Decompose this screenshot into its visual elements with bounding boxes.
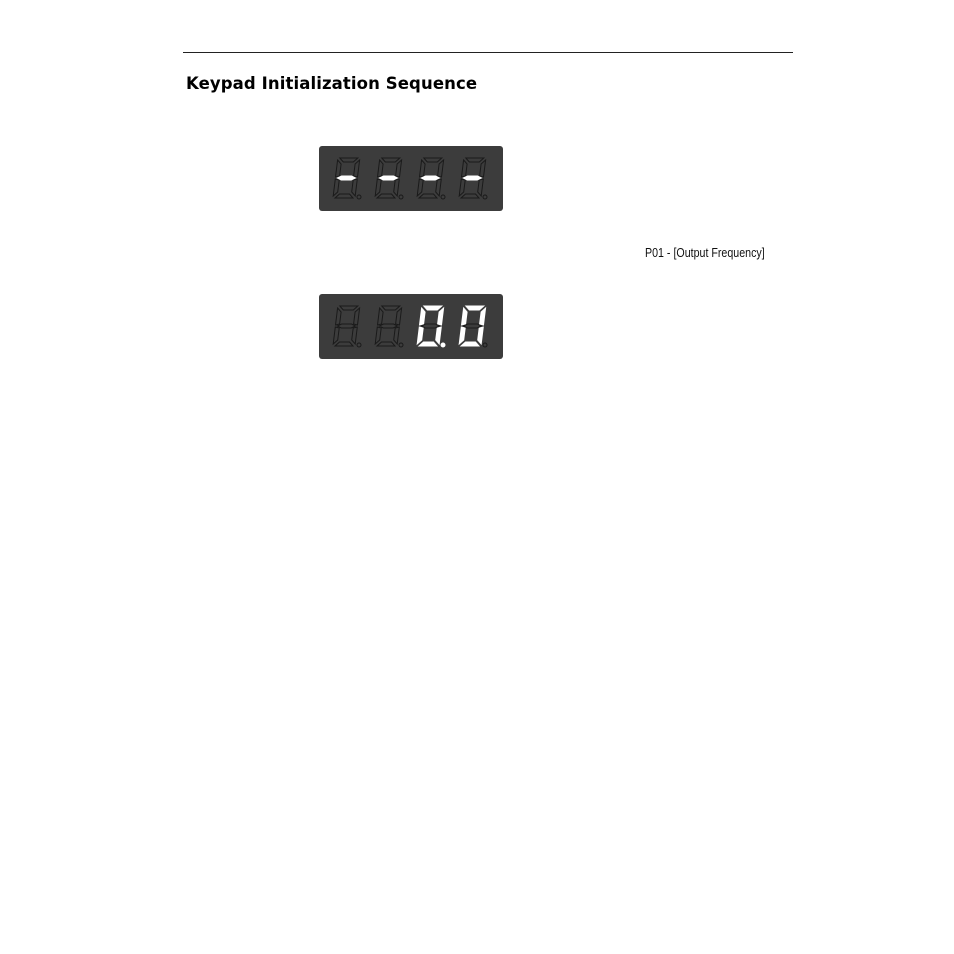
- segment-top: [340, 158, 358, 162]
- top-rule: [183, 52, 793, 53]
- segment-lower-left: [333, 179, 339, 196]
- segment-lower-right: [352, 179, 358, 196]
- section-heading: Keypad Initialization Sequence: [186, 74, 478, 93]
- segment-top: [382, 306, 400, 310]
- led-display-output-frequency: [319, 294, 503, 359]
- segment-middle: [379, 176, 397, 180]
- segment-middle: [421, 324, 439, 328]
- segment-top: [466, 158, 484, 162]
- segment-upper-right: [480, 308, 486, 325]
- segment-top: [340, 306, 358, 310]
- digit-4: [459, 306, 487, 347]
- decimal-point: [399, 195, 403, 199]
- digit-3: [417, 158, 445, 199]
- segment-bottom: [461, 194, 479, 198]
- segment-top: [466, 306, 484, 310]
- decimal-point: [441, 195, 445, 199]
- segment-upper-left: [336, 308, 342, 325]
- decimal-point: [399, 343, 403, 347]
- segment-bottom: [461, 342, 479, 346]
- segment-lower-left: [375, 179, 381, 196]
- segment-lower-right: [436, 179, 442, 196]
- segment-upper-right: [480, 160, 486, 177]
- segment-middle: [463, 176, 481, 180]
- segment-bottom: [419, 194, 437, 198]
- segment-upper-left: [462, 160, 468, 177]
- segment-bottom: [335, 194, 353, 198]
- segment-upper-right: [438, 160, 444, 177]
- led-display-initialization: [319, 146, 503, 211]
- segment-upper-right: [354, 308, 360, 325]
- segment-upper-right: [354, 160, 360, 177]
- segment-bottom: [335, 342, 353, 346]
- segment-bottom: [377, 194, 395, 198]
- segment-middle: [337, 324, 355, 328]
- segment-bottom: [419, 342, 437, 346]
- segment-upper-left: [462, 308, 468, 325]
- segment-lower-right: [394, 327, 400, 344]
- segment-top: [424, 158, 442, 162]
- segment-upper-left: [420, 160, 426, 177]
- segment-middle: [337, 176, 355, 180]
- segment-lower-left: [459, 327, 465, 344]
- segment-upper-left: [336, 160, 342, 177]
- segment-upper-left: [378, 160, 384, 177]
- segment-lower-right: [478, 179, 484, 196]
- digit-1: [333, 306, 361, 347]
- segment-top: [424, 306, 442, 310]
- segment-lower-left: [333, 327, 339, 344]
- decimal-point: [357, 195, 361, 199]
- segment-upper-left: [420, 308, 426, 325]
- segment-top: [382, 158, 400, 162]
- digit-2: [375, 158, 403, 199]
- segment-upper-left: [378, 308, 384, 325]
- decimal-point: [441, 343, 445, 347]
- segment-middle: [463, 324, 481, 328]
- segment-upper-right: [396, 160, 402, 177]
- decimal-point: [483, 343, 487, 347]
- segment-lower-right: [394, 179, 400, 196]
- segment-lower-left: [417, 179, 423, 196]
- digit-3: [417, 306, 445, 347]
- segment-middle: [379, 324, 397, 328]
- segment-upper-right: [438, 308, 444, 325]
- parameter-label: P01 - [Output Frequency]: [645, 245, 765, 260]
- segment-lower-right: [478, 327, 484, 344]
- segment-upper-right: [396, 308, 402, 325]
- decimal-point: [483, 195, 487, 199]
- digit-1: [333, 158, 361, 199]
- segment-bottom: [377, 342, 395, 346]
- segment-lower-left: [459, 179, 465, 196]
- segment-lower-left: [417, 327, 423, 344]
- segment-lower-right: [352, 327, 358, 344]
- decimal-point: [357, 343, 361, 347]
- segment-lower-left: [375, 327, 381, 344]
- segment-lower-right: [436, 327, 442, 344]
- digit-4: [459, 158, 487, 199]
- segment-middle: [421, 176, 439, 180]
- digit-2: [375, 306, 403, 347]
